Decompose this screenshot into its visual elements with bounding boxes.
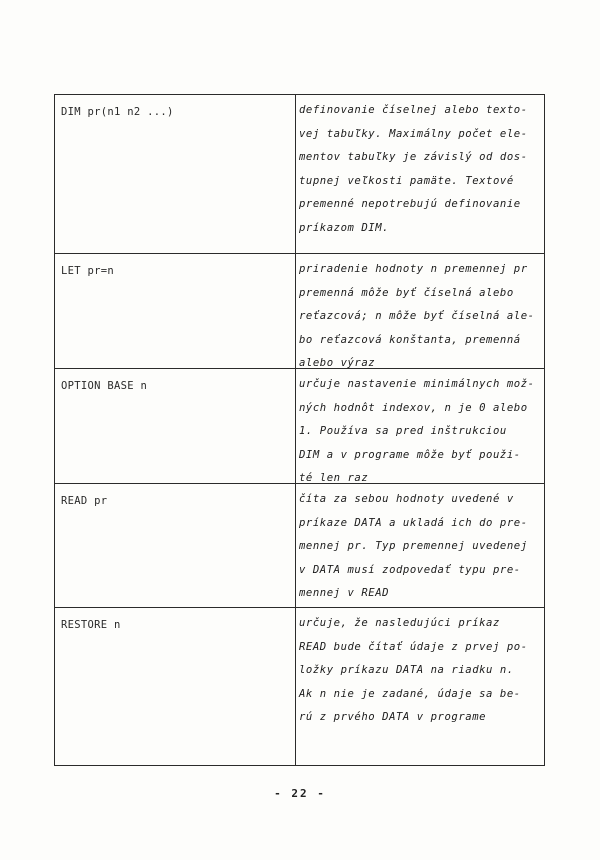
description-line: určuje, že nasledujúci príkaz	[299, 617, 500, 629]
description-cell	[299, 375, 542, 493]
command-cell: OPTION BASE n	[61, 380, 148, 392]
description-line: DIM a v programe môže byť použi-	[299, 448, 521, 461]
command-cell: RESTORE n	[61, 619, 121, 631]
description-line: mennej pr. Typ premennej uvedenej	[299, 540, 528, 552]
description-line: tupnej veľkosti pamäte. Textové	[299, 174, 514, 187]
description-cell	[299, 101, 542, 242]
description-line: mennej v READ	[299, 587, 390, 599]
description-line: ných hodnôt indexov, n je 0 alebo	[299, 401, 528, 414]
command-cell: DIM pr(n1 n2 ...)	[61, 106, 174, 118]
description-cell	[299, 490, 542, 608]
table-row	[55, 368, 544, 483]
table-row	[55, 483, 544, 607]
command-cell: LET pr=n	[61, 265, 114, 277]
description-line: mentov tabuľky je závislý od dos-	[299, 151, 528, 163]
description-line: určuje nastavenie minimálnych mož-	[299, 378, 535, 390]
table-row	[55, 607, 544, 767]
description-line: reťazcová; n môže byť číselná ale-	[299, 310, 535, 322]
description-line: definovanie číselnej alebo texto-	[299, 104, 528, 116]
table-row	[55, 253, 544, 368]
description-line: rú z prvého DATA v programe	[299, 711, 487, 723]
description-line: alebo výraz	[299, 357, 376, 369]
description-line: ložky príkazu DATA na riadku n.	[299, 664, 514, 676]
description-line: priradenie hodnoty n premennej pr	[299, 263, 528, 275]
commands-table	[54, 94, 545, 766]
page-number: - 22 -	[274, 787, 326, 800]
description-line: príkaze DATA a ukladá ich do pre-	[299, 516, 528, 529]
description-line: READ bude čítať údaje z prvej po-	[299, 640, 528, 653]
description-line: 1. Používa sa pred inštrukciou	[299, 425, 507, 437]
description-cell	[299, 260, 542, 378]
description-line: v DATA musí zodpovedať typu pre-	[299, 563, 521, 576]
description-line: číta za sebou hodnoty uvedené v	[299, 493, 514, 505]
description-cell	[299, 614, 542, 732]
description-line: té len raz	[299, 472, 369, 484]
description-line: premenná môže byť číselná alebo	[299, 286, 514, 299]
description-line: vej tabuľky. Maximálny počet ele-	[299, 127, 528, 140]
table-row	[55, 95, 544, 253]
description-line: Ak n nie je zadané, údaje sa be-	[299, 687, 521, 700]
command-cell: READ pr	[61, 495, 108, 507]
description-line: bo reťazcová konštanta, premenná	[299, 333, 521, 346]
description-line: premenné nepotrebujú definovanie	[299, 198, 521, 210]
description-line: príkazom DIM.	[299, 221, 390, 234]
